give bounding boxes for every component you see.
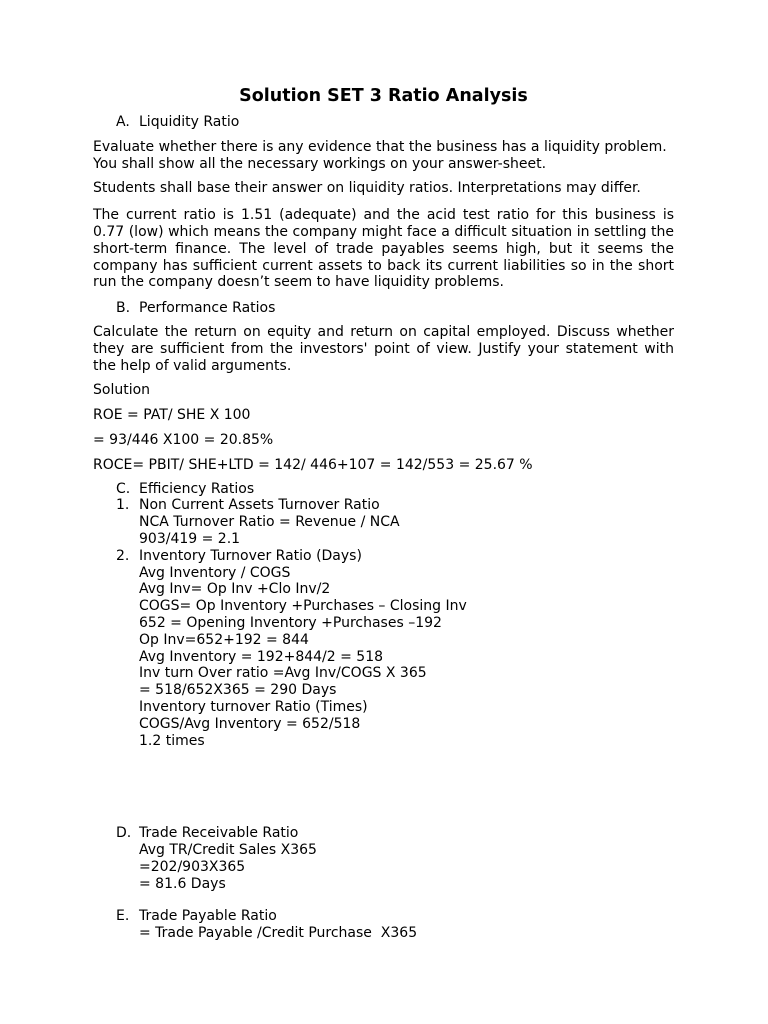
efficiency-item-2-marker: 2. [116,547,130,564]
section-a-heading [93,114,674,131]
efficiency-item-2-line: Avg Inventory = 192+844/2 = 518 [139,648,384,665]
section-d-title: Trade Receivable Ratio [139,825,299,842]
efficiency-item-2-line: COGS/Avg Inventory = 652/518 [139,715,361,732]
efficiency-item-2-line: 652 = Opening Inventory +Purchases –192 [139,614,442,631]
efficiency-item-2-line: Avg Inventory / COGS [139,564,291,581]
efficiency-item-1-line: 903/419 = 2.1 [139,530,241,547]
section-c-marker: C. [116,480,131,497]
efficiency-item-1-line: NCA Turnover Ratio = Revenue / NCA [139,514,400,531]
efficiency-item-1 [93,497,674,547]
roce-calculation: ROCE= PBIT/ SHE+LTD = 142/ 446+107 = 142/553 = 25.67 % [93,456,533,473]
section-e-line: = Trade Payable /Credit Purchase X365 [139,925,418,942]
section-d-marker: D. [116,825,132,842]
efficiency-item-2-line: Inventory turnover Ratio (Times) [139,698,368,715]
section-d [93,825,674,892]
efficiency-item-2-line: 1.2 times [139,732,205,749]
section-a-note: Students shall base their answer on liquidity ratios. Interpretations may differ. [93,180,641,197]
efficiency-item-2-line: Op Inv=652+192 = 844 [139,631,309,648]
efficiency-item-2-line: = 518/652X365 = 290 Days [139,682,337,699]
section-b-question: Calculate the return on equity and return on capital employed. Discuss whether they are sufficient from the investors' point of view. Justify your statement with the help of valid arguments. [93,323,674,374]
efficiency-item-2 [93,548,674,750]
section-c-title: Efficiency Ratios [139,480,255,497]
section-a-question: Evaluate whether there is any evidence that the business has a liquidity problem. You shall show all the necessary workings on your answer-sheet. [93,138,667,172]
section-d-line: =202/903X365 [139,858,246,875]
document-title: Solution SET 3 Ratio Analysis [239,86,528,106]
section-e-title: Trade Payable Ratio [139,908,277,925]
section-a-title: Liquidity Ratio [139,114,240,130]
section-e-marker: E. [116,908,130,925]
efficiency-item-2-line: COGS= Op Inventory +Purchases – Closing Inv [139,598,467,615]
roe-formula: ROE = PAT/ SHE X 100 [93,407,251,424]
section-b-marker: B. [116,300,131,317]
document-page [93,84,674,942]
efficiency-item-2-line: Avg Inv= Op Inv +Clo Inv/2 [139,581,331,598]
section-b-heading [93,300,674,317]
blank-space [93,892,674,908]
section-d-line: = 81.6 Days [139,875,226,892]
section-b-solution-label: Solution [93,382,151,399]
section-a-marker: A. [116,114,130,130]
roe-calculation: = 93/446 X100 = 20.85% [93,431,274,448]
section-e [93,908,674,942]
section-d-line: Avg TR/Credit Sales X365 [139,842,317,859]
section-c-heading [93,481,674,498]
efficiency-item-2-line: Inv turn Over ratio =Avg Inv/COGS X 365 [139,665,427,682]
section-a-answer: The current ratio is 1.51 (adequate) and the acid test ratio for this business is 0.77 (low) which means the company might face a difficult situation in settling the short-term finance. The level of trade payables seems high, but it seems the company has sufficient current assets to back its current liabilities so in the short run the company doesn’t seem to have liquidity problems. [93,207,674,291]
efficiency-item-2-title: Inventory Turnover Ratio (Days) [139,547,362,564]
efficiency-item-1-title: Non Current Assets Turnover Ratio [139,497,380,514]
section-b-title: Performance Ratios [139,300,276,317]
blank-space [93,749,674,825]
efficiency-item-1-marker: 1. [116,497,130,514]
